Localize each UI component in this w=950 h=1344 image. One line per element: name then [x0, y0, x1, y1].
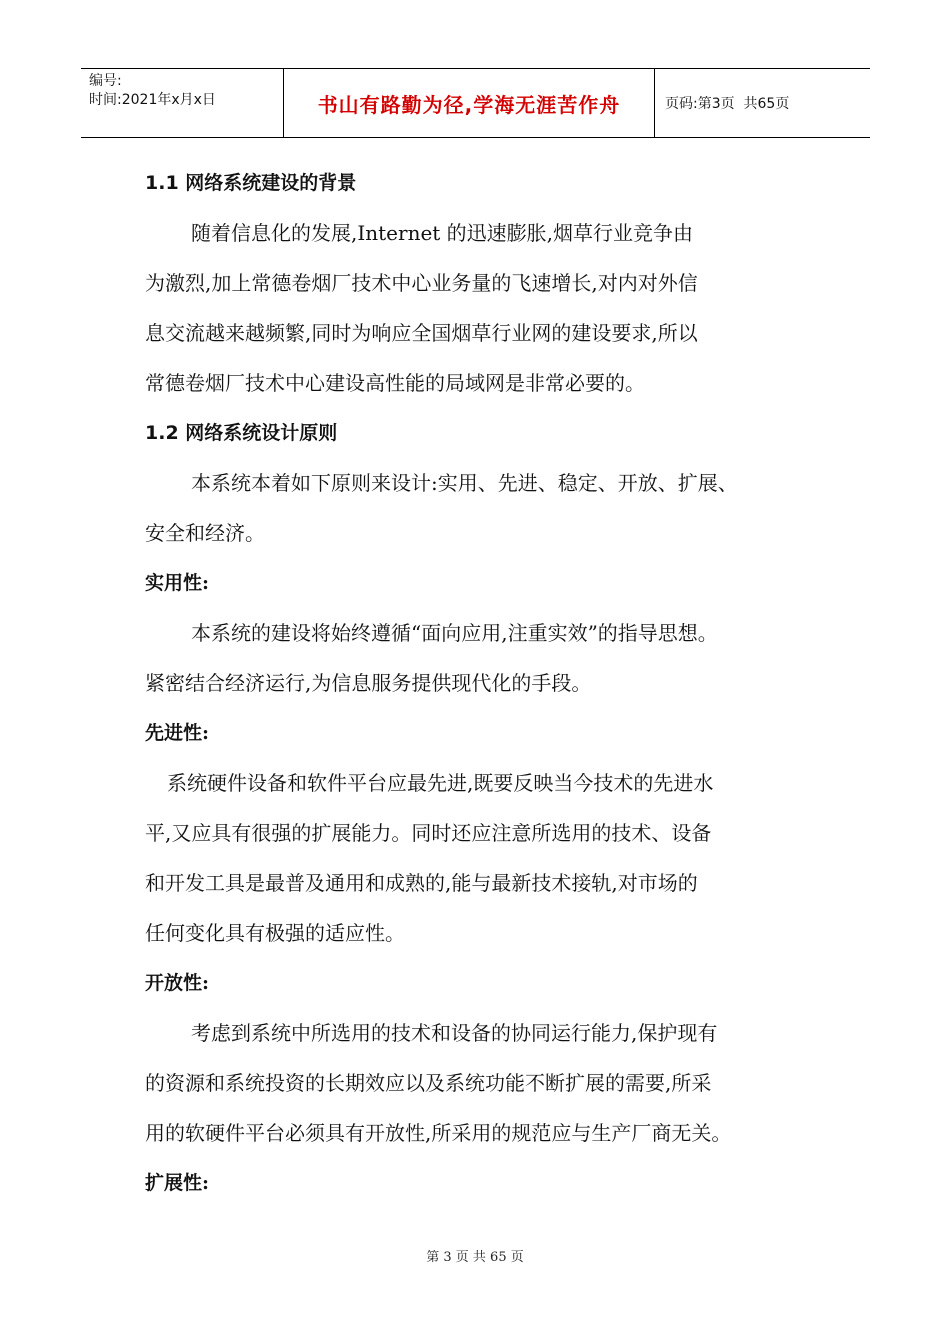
paragraph-line: 系统硬件设备和软件平台应最先进,既要反映当今技术的先进水	[167, 771, 714, 795]
subsection-title-scalability: 扩展性:	[145, 1172, 210, 1194]
header-meta	[81, 69, 284, 137]
time-label: 时间:2021年x月x日	[89, 92, 216, 108]
paragraph-line: 用的软硬件平台必须具有开放性,所采用的规范应与生产厂商无关。	[145, 1121, 732, 1145]
paragraph-line: 本系统本着如下原则来设计:实用、先进、稳定、开放、扩展、	[191, 471, 738, 495]
header-page-label: 页码:第3页 共65页	[665, 96, 790, 112]
paragraph-line: 的资源和系统投资的长期效应以及系统功能不断扩展的需要,所采	[145, 1071, 712, 1095]
paragraph-line: 考虑到系统中所选用的技术和设备的协同运行能力,保护现有	[191, 1021, 718, 1045]
paragraph-line: 任何变化具有极强的适应性。	[145, 921, 405, 945]
paragraph-line: 随着信息化的发展,Internet 的迅速膨胀,烟草行业竞争由	[191, 221, 694, 245]
paragraph-line: 息交流越来越频繁,同时为响应全国烟草行业网的建设要求,所以	[145, 321, 698, 345]
document-body	[145, 158, 825, 1208]
paragraph-line: 平,又应具有很强的扩展能力。同时还应注意所选用的技术、设备	[145, 821, 712, 845]
paragraph-line: 为激烈,加上常德卷烟厂技术中心业务量的飞速增长,对内对外信	[145, 271, 698, 295]
header-page-cell	[655, 69, 870, 137]
paragraph-line: 和开发工具是最普及通用和成熟的,能与最新技术接轨,对市场的	[145, 871, 698, 895]
page-header	[81, 68, 870, 138]
subsection-title-openness: 开放性:	[145, 972, 210, 994]
subsection-title-advanced: 先进性:	[145, 722, 210, 744]
paragraph-line: 安全和经济。	[145, 521, 265, 545]
number-label: 编号:	[89, 73, 122, 89]
subsection-title-practical: 实用性:	[145, 572, 210, 594]
paragraph-line: 本系统的建设将始终遵循“面向应用,注重实效”的指导思想。	[191, 621, 718, 645]
header-motto: 书山有路勤为径,学海无涯苦作舟	[317, 92, 621, 117]
section-title-1-2: 1.2 网络系统设计原则	[145, 422, 338, 444]
header-motto-cell	[284, 69, 655, 137]
page-footer: 第 3 页 共 65 页	[426, 1250, 524, 1265]
paragraph-line: 紧密结合经济运行,为信息服务提供现代化的手段。	[145, 671, 592, 695]
paragraph-line: 常德卷烟厂技术中心建设高性能的局域网是非常必要的。	[145, 371, 645, 395]
section-title-1-1: 1.1 网络系统建设的背景	[145, 172, 357, 194]
